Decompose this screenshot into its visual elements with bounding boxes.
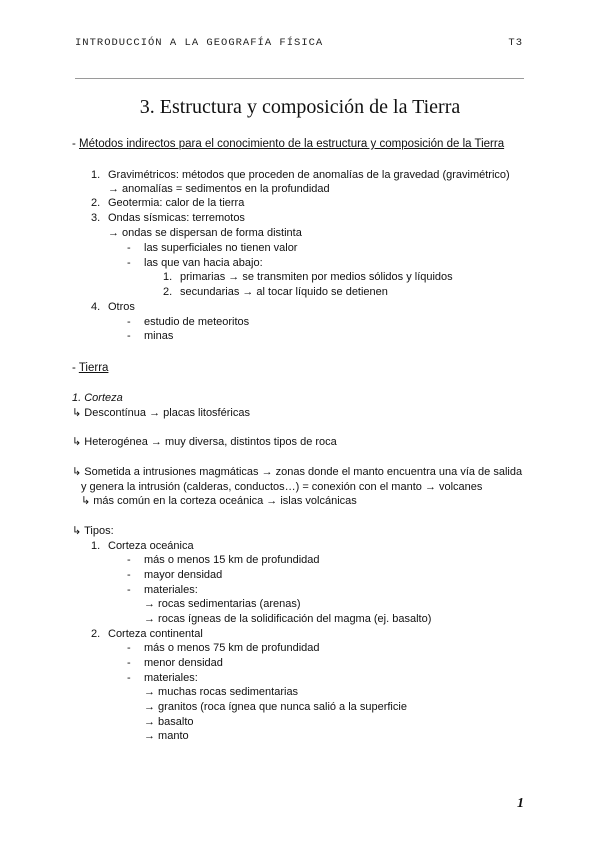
header-divider [75,78,524,79]
list-item: más o menos 75 km de profundidad [144,642,320,654]
section-heading-text: Métodos indirectos para el conocimiento de la estructura y composición de la Tierra [79,138,505,150]
list-item: las que van hacia abajo: [144,257,263,269]
page-title: 3. Estructura y composición de la Tierra [139,96,461,118]
text-line: ↳ Tipos: [72,525,114,537]
list-marker: - [127,242,131,254]
list-marker: 2. [91,628,101,640]
section-heading-metodos [72,137,504,151]
list-marker: 3. [91,212,101,224]
list-item: → basalto [144,716,194,728]
list-marker: - [127,330,131,342]
list-item: → anomalías = sedimentos en la profundidad [108,183,330,195]
list-item: → ondas se dispersan de forma distinta [108,227,302,239]
list-marker: - [127,569,131,581]
list-marker: 2. [91,197,101,209]
section-heading-text: Tierra [78,362,109,374]
list-item: las superficiales no tienen valor [144,242,298,254]
list-item: Geotermia: calor de la tierra [108,197,245,209]
text-line: ↳ Sometida a intrusiones magmáticas → zonas donde el manto encuentra una vía de salida [72,466,523,478]
running-header-title: INTRODUCCIÓN A LA GEOGRAFÍA FÍSICA [75,37,324,49]
list-item: → rocas ígneas de la solidificación del magma (ej. basalto) [144,613,432,625]
text-line: ↳ más común en la corteza oceánica → islas volcánicas [81,495,357,507]
section-dash: - [72,138,80,150]
list-item: primarias → se transmiten por medios sólidos y líquidos [180,271,453,283]
list-item: Corteza oceánica [108,540,194,552]
list-marker: - [127,257,131,269]
list-marker: 1. [163,271,173,283]
list-marker: - [127,554,131,566]
list-item: más o menos 15 km de profundidad [144,554,320,566]
list-item: menor densidad [144,657,223,669]
list-item: → granitos (roca ígnea que nunca salió a la superficie [144,701,407,713]
list-item: Ondas sísmicas: terremotos [108,212,245,224]
list-marker: - [127,642,131,654]
list-marker: - [127,672,131,684]
list-item: → rocas sedimentarias (arenas) [144,598,301,610]
page-number: 1 [517,796,524,811]
list-item: → muchas rocas sedimentarias [144,686,299,698]
text-line: y genera la intrusión (calderas, conductos…) = conexión con el manto → volcanes [81,481,483,493]
running-header-topic: T3 [508,37,523,49]
list-marker: - [127,316,131,328]
list-item: estudio de meteoritos [144,316,250,328]
list-marker: 1. [91,169,101,181]
list-item: mayor densidad [144,569,223,581]
list-marker: 1. [91,540,101,552]
list-item: materiales: [144,584,198,596]
text-line: ↳ Descontínua → placas litosféricas [72,407,250,419]
list-item: Gravimétricos: métodos que proceden de anomalías de la gravedad (gravimétrico) [108,169,510,181]
list-item: → manto [144,730,189,742]
list-item: Otros [108,301,135,313]
list-item: materiales: [144,672,198,684]
list-item: minas [144,330,174,342]
subheading-corteza: 1. Corteza [72,392,123,404]
list-marker: 2. [163,286,173,298]
list-item: secundarias → al tocar líquido se detienen [180,286,388,298]
list-marker: 4. [91,301,101,313]
list-marker: - [127,657,131,669]
text-line: ↳ Heterogénea → muy diversa, distintos tipos de roca [72,436,337,448]
list-item: Corteza continental [108,628,203,640]
section-heading-tierra [72,361,108,375]
list-marker: - [127,584,131,596]
section-dash: - [72,362,79,374]
